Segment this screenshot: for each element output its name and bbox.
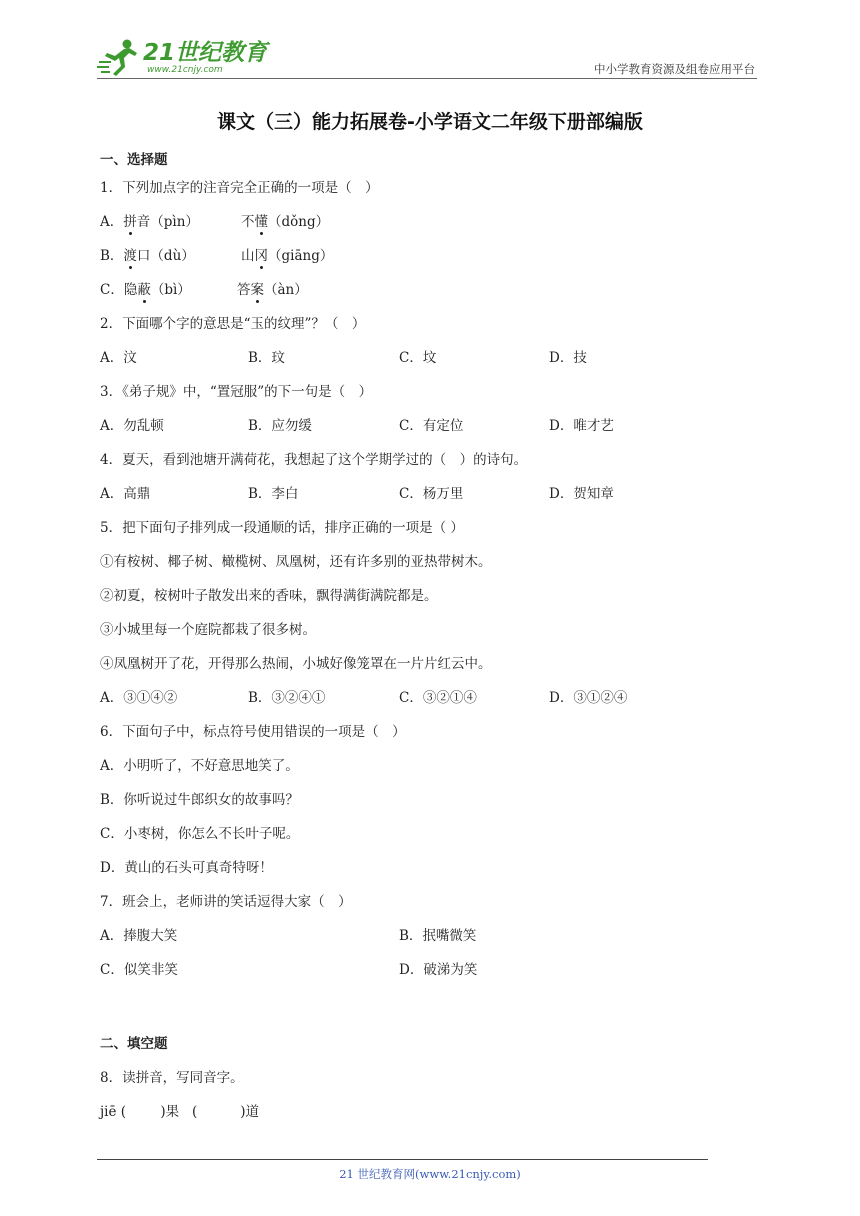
option-text: （dǒng） — [268, 214, 330, 230]
question-7-stem: 7．班会上，老师讲的笑话逗得大家（ ） — [100, 894, 352, 910]
section-heading-fill: 二、填空题 — [100, 1036, 168, 1052]
question-2-option-c: C．坟 — [399, 350, 437, 366]
question-1-stem: 1．下列加点字的注音完全正确的一项是（ ） — [100, 180, 379, 196]
option-text: 不 — [241, 214, 255, 230]
question-5-sentence-3: ③小城里每一个庭院都栽了很多树。 — [100, 622, 316, 638]
question-1-option-b2 — [241, 244, 333, 264]
question-1-option-a — [100, 210, 199, 230]
question-8-stem: 8．读拼音，写同音字。 — [100, 1070, 244, 1086]
option-text: C．隐 — [100, 282, 138, 298]
question-3-option-c: C．有定位 — [399, 418, 464, 434]
logo-url: www.21cnjy.com — [147, 65, 223, 75]
question-3-option-b: B．应勿缓 — [248, 418, 312, 434]
question-4-option-a: A．高鼎 — [100, 486, 151, 502]
question-8-blanks: jiē ( )果 ( )道 — [100, 1104, 259, 1120]
logo-text: 21世纪教育 — [143, 40, 268, 66]
dotted-char: 冈 — [255, 244, 269, 264]
dotted-char: 拼 — [123, 210, 137, 230]
question-1-option-c2 — [237, 278, 308, 298]
option-text: （bì） — [150, 282, 191, 298]
page-title: 课文（三）能力拓展卷-小学语文二年级下册部编版 — [217, 111, 643, 133]
question-5-sentence-1: ①有桉树、椰子树、橄榄树、凤凰树，还有许多别的亚热带树木。 — [100, 554, 492, 570]
runner-logo-icon — [97, 36, 141, 80]
question-6-option-c: C．小枣树，你怎么不长叶子呢。 — [100, 826, 300, 842]
option-text: （àn） — [264, 282, 308, 298]
option-text: A． — [100, 214, 124, 230]
option-text: 山 — [241, 248, 255, 264]
option-text: 口（dù） — [136, 248, 195, 264]
question-7-option-b: B．抿嘴微笑 — [399, 928, 477, 944]
option-text: B． — [100, 248, 124, 264]
question-4-option-d: D．贺知章 — [549, 486, 614, 502]
dotted-char: 案 — [251, 278, 265, 298]
question-3-option-a: A．勿乱顿 — [100, 418, 164, 434]
question-2-option-a: A．汶 — [100, 350, 137, 366]
header-divider — [97, 78, 757, 79]
question-5-option-a: A．③①④② — [100, 690, 178, 706]
option-text: （giāng） — [268, 248, 334, 264]
logo — [97, 36, 267, 80]
question-3-option-d: D．唯才艺 — [549, 418, 614, 434]
question-4-option-b: B．李白 — [248, 486, 299, 502]
question-7-option-c: C．似笑非笑 — [100, 962, 178, 978]
question-4-stem: 4．夏天，看到池塘开满荷花，我想起了这个学期学过的（ ）的诗句。 — [100, 452, 528, 468]
question-2-stem: 2．下面哪个字的意思是“玉的纹理”？（ ） — [100, 316, 366, 332]
question-1-option-a2 — [241, 210, 329, 230]
question-7-option-a: A．捧腹大笑 — [100, 928, 178, 944]
question-6-option-d: D．黄山的石头可真奇特呀！ — [100, 860, 273, 876]
footer-divider — [97, 1159, 708, 1160]
question-3-stem: 3．《弟子规》中，“置冠服”的下一句是（ ） — [100, 384, 373, 400]
question-2-option-d: D．技 — [549, 350, 587, 366]
question-5-option-d: D．③①②④ — [549, 690, 628, 706]
question-5-option-c: C．③②①④ — [399, 690, 477, 706]
question-6-option-a: A．小明听了，不好意思地笑了。 — [100, 758, 299, 774]
question-5-option-b: B．③②④① — [248, 690, 326, 706]
page-header — [97, 30, 757, 80]
option-text: 音（pìn） — [136, 214, 199, 230]
question-5-sentence-4: ④凤凰树开了花，开得那么热闹，小城好像笼罩在一片片红云中。 — [100, 656, 492, 672]
question-6-option-b: B．你听说过牛郎织女的故事吗？ — [100, 792, 299, 808]
question-1-option-c — [100, 278, 191, 298]
dotted-char: 渡 — [123, 244, 137, 264]
section-heading-choice: 一、选择题 — [100, 152, 168, 168]
question-4-option-c: C．杨万里 — [399, 486, 464, 502]
question-2-option-b: B．玟 — [248, 350, 285, 366]
dotted-char: 蔽 — [137, 278, 151, 298]
question-7-option-d: D．破涕为笑 — [399, 962, 478, 978]
question-5-stem: 5．把下面句子排列成一段通顺的话，排序正确的一项是（ ） — [100, 520, 464, 536]
footer-text: 21 世纪教育网(www.21cnjy.com) — [339, 1167, 521, 1181]
option-text: 答 — [237, 282, 251, 298]
header-platform-text: 中小学教育资源及组卷应用平台 — [594, 62, 755, 76]
question-6-stem: 6．下面句子中，标点符号使用错误的一项是（ ） — [100, 724, 406, 740]
question-1-option-b — [100, 244, 195, 264]
dotted-char: 懂 — [255, 210, 269, 230]
question-5-sentence-2: ②初夏，桉树叶子散发出来的香味，飘得满街满院都是。 — [100, 588, 438, 604]
